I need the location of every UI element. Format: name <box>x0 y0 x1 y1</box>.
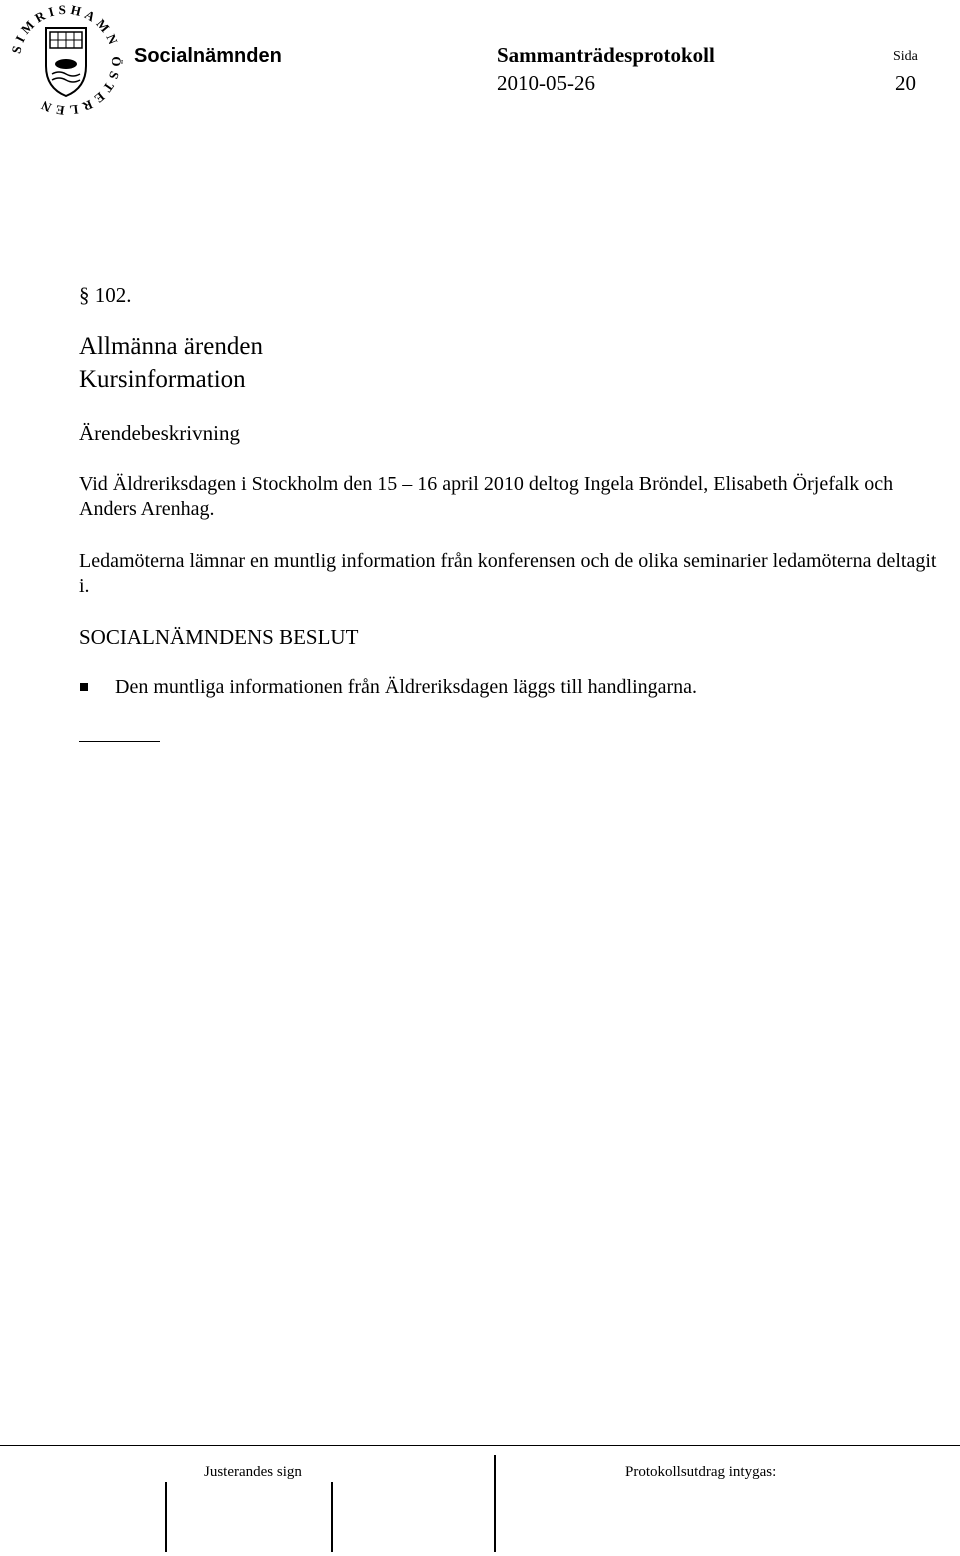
description-paragraph: Vid Äldreriksdagen i Stockholm den 15 – 16 april 2010 deltog Ingela Bröndel, Elisabeth Örjefalk och Anders Arenhag. <box>79 473 894 520</box>
footer-rule <box>0 1445 960 1446</box>
signature-box-divider <box>331 1482 333 1552</box>
organization-name: Socialnämnden <box>134 45 282 67</box>
document-type: Sammanträdesprotokoll <box>497 43 715 67</box>
decision-item: Den muntliga informationen från Äldreriksdagen läggs till handlingarna. <box>115 676 698 698</box>
signers-label: Justerandes sign <box>204 1464 302 1480</box>
svg-text:SIMRISHAMN ÖSTERLEN: SIMRISHAMN ÖSTERLEN <box>8 1 125 118</box>
item-title-category: Allmänna ärenden <box>79 333 263 360</box>
item-title-subject: Kursinformation <box>79 366 246 393</box>
description-paragraph: Ledamöterna lämnar en muntlig information från konferensen och de olika seminarier ledamöterna deltagit i. <box>79 550 937 597</box>
page-number: 20 <box>895 71 916 95</box>
signature-box-divider <box>494 1455 496 1552</box>
description-heading: Ärendebeskrivning <box>79 421 240 445</box>
coat-of-arms-icon <box>2 0 130 118</box>
section-end-rule <box>79 741 160 742</box>
decision-heading: SOCIALNÄMNDENS BESLUT <box>79 625 359 649</box>
paragraph-number: § 102. <box>79 283 132 307</box>
bullet-square-icon <box>80 683 88 691</box>
signature-box-divider <box>165 1482 167 1552</box>
extract-label: Protokollsutdrag intygas: <box>625 1464 777 1480</box>
document-date: 2010-05-26 <box>497 71 595 95</box>
municipality-logo <box>2 0 130 118</box>
page-label: Sida <box>893 49 918 64</box>
